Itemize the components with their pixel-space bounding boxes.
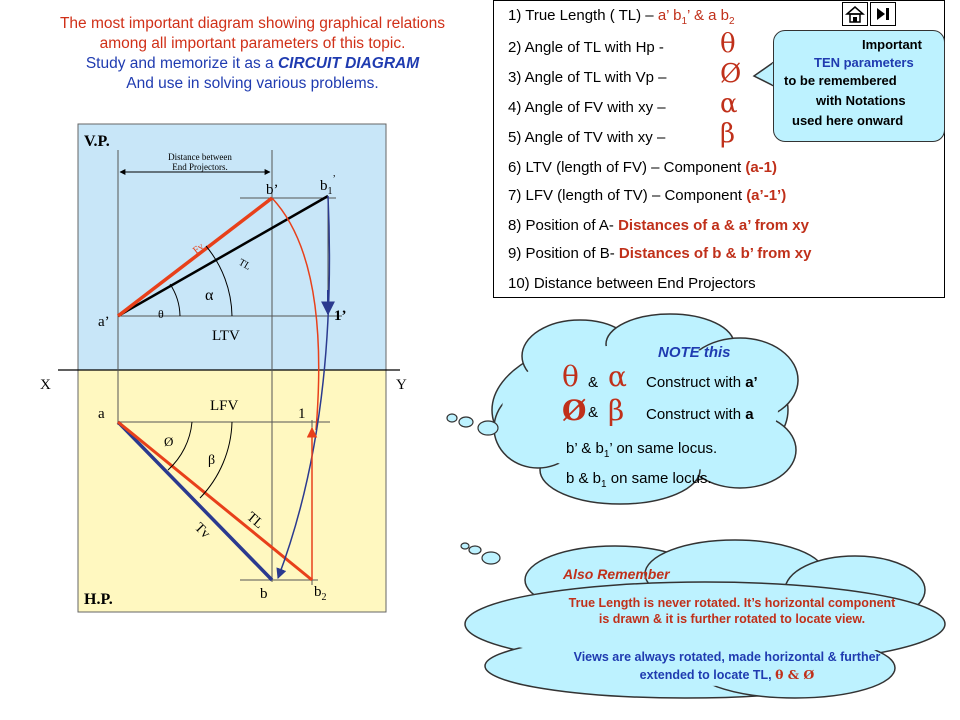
phi-label: Ø (164, 434, 174, 449)
end-button[interactable] (870, 2, 896, 26)
b1-dash-sup: ’ (332, 174, 336, 185)
ten-parameters-tag (773, 30, 945, 142)
b2-letter: b (314, 584, 322, 600)
b1-dash-sub: 1 (327, 186, 333, 197)
param-10: 10) Distance between End Projectors (508, 275, 756, 292)
hp-label: H.P. (84, 591, 113, 608)
tag-line-5: used here onward (792, 113, 904, 128)
remember-line-3: Views are always rotated, made horizontal & further (573, 650, 881, 664)
param-8-red: Distances of a & a’ from xy (618, 217, 809, 234)
beta-label: β (208, 453, 216, 468)
remember-line-4 (505, 667, 949, 682)
y-label: Y (396, 377, 407, 393)
note-bubble-1 (478, 421, 498, 435)
theta-symbol: θ (720, 29, 736, 59)
one-dash-label: 1’ (334, 308, 347, 324)
param-4: 4) Angle of FV with xy – (508, 99, 666, 116)
tl-top-view-label: TL (236, 257, 253, 273)
fv-label: Fv (191, 241, 207, 257)
note-locus-1-b: ’ on same locus. (609, 440, 718, 457)
tv-label: Tv (191, 520, 213, 542)
note-construct-1 (646, 374, 758, 391)
a-label: a (98, 406, 105, 422)
note-alpha: α (608, 360, 627, 393)
remember-bubble-2 (469, 546, 481, 554)
param-7-red: (a’-1’) (746, 187, 787, 204)
intro-line-3-prefix: Study and memorize it as a (85, 55, 278, 72)
ltv-label: LTV (212, 328, 240, 344)
note-beta: β (608, 394, 625, 427)
alpha-symbol: α (720, 89, 738, 119)
param-8 (508, 217, 809, 234)
intro-line-2: among all important parameters of this topic. (99, 35, 406, 52)
note-locus-2-b: on same locus. (606, 470, 712, 487)
note-locus-2 (566, 470, 712, 490)
intro-line-3-emphasis: CIRCUIT DIAGRAM (277, 55, 420, 72)
note-construct-2-bold: a (745, 406, 754, 423)
param-5: 5) Angle of TV with xy – (508, 129, 666, 146)
note-amp-2: & (588, 404, 599, 421)
param-1-red-a: a’ b (657, 7, 682, 24)
param-6-text: 6) LTV (length of FV) – Component (508, 159, 746, 176)
param-1-text: 1) True Length ( TL) – (508, 7, 658, 24)
note-construct-2-text: Construct with (646, 406, 746, 423)
note-bubble-2 (459, 417, 473, 427)
param-6 (508, 159, 777, 176)
note-phi: Ø (562, 394, 587, 427)
note-construct-2 (646, 406, 754, 423)
note-title: NOTE this (658, 344, 731, 361)
end-icon (871, 3, 895, 25)
b1-dash-letter: b (320, 178, 328, 194)
a-dash-label: a’ (98, 314, 110, 330)
vp-label: V.P. (84, 133, 110, 150)
note-locus-2-a: b & b (566, 470, 602, 487)
tag-line-4: with Notations (816, 93, 906, 108)
x-label: X (40, 377, 51, 393)
tag-line-1: Important (862, 37, 922, 52)
param-9-text: 9) Position of B- (508, 245, 619, 262)
remember-line-4-text: extended to locate TL, (639, 668, 776, 682)
alpha-label: α (205, 287, 214, 304)
theta-label: θ (158, 307, 164, 321)
remember-cloud (455, 536, 960, 720)
param-3: 3) Angle of TL with Vp – (508, 69, 667, 86)
param-1-sub-1: 1 (681, 16, 688, 27)
remember-bubble-3 (461, 543, 469, 549)
note-locus-1-a: b’ & b (566, 440, 604, 457)
remember-bubble-1 (482, 552, 500, 564)
one-label: 1 (298, 406, 306, 422)
remember-line-1: True Length is never rotated. It’s horizontal component (568, 596, 896, 610)
param-7-text: 7) LFV (length of TV) – Component (508, 187, 747, 204)
b-dash-label: b’ (266, 182, 279, 198)
tag-line-3: to be remembered (784, 73, 897, 88)
phi-symbol: Ø (720, 59, 742, 89)
home-button[interactable] (842, 2, 868, 26)
param-9 (508, 245, 811, 262)
tl-bottom-label: TL (243, 509, 267, 533)
tag-line-2: TEN parameters (814, 55, 914, 70)
note-locus-1-sub: 1 (603, 449, 610, 460)
distance-label-1: Distance between (168, 152, 232, 162)
distance-label-2: End Projectors. (172, 162, 228, 172)
remember-line-4-symbols: θ & Ø (775, 667, 815, 682)
b2-sub: 2 (321, 592, 327, 603)
note-amp-1: & (588, 374, 599, 391)
note-bubble-3 (447, 414, 457, 422)
lfv-label: LFV (210, 398, 239, 414)
note-construct-1-bold: a’ (745, 374, 758, 391)
note-theta: θ (562, 360, 579, 393)
home-icon (843, 3, 867, 25)
param-1 (508, 7, 735, 27)
intro-line-4: And use in solving various problems. (126, 75, 379, 92)
note-locus-1 (566, 440, 717, 460)
param-2: 2) Angle of TL with Hp - (508, 39, 664, 56)
intro-line-1: The most important diagram showing graphical relations (59, 15, 446, 32)
param-6-red: (a-1) (745, 159, 778, 176)
beta-symbol: β (720, 119, 736, 149)
note-construct-1-text: Construct with (646, 374, 746, 391)
param-1-red-b: ’ & a b (687, 7, 729, 24)
param-1-sub-2: 2 (728, 16, 735, 27)
param-7 (508, 187, 786, 204)
note-locus-2-sub: 1 (601, 479, 607, 490)
param-8-text: 8) Position of A- (508, 217, 619, 234)
remember-line-2: is drawn & it is further rotated to locate view. (598, 612, 866, 626)
b-label: b (260, 586, 268, 602)
remember-title: Also Remember (563, 566, 670, 582)
param-9-red: Distances of b & b’ from xy (618, 245, 812, 262)
